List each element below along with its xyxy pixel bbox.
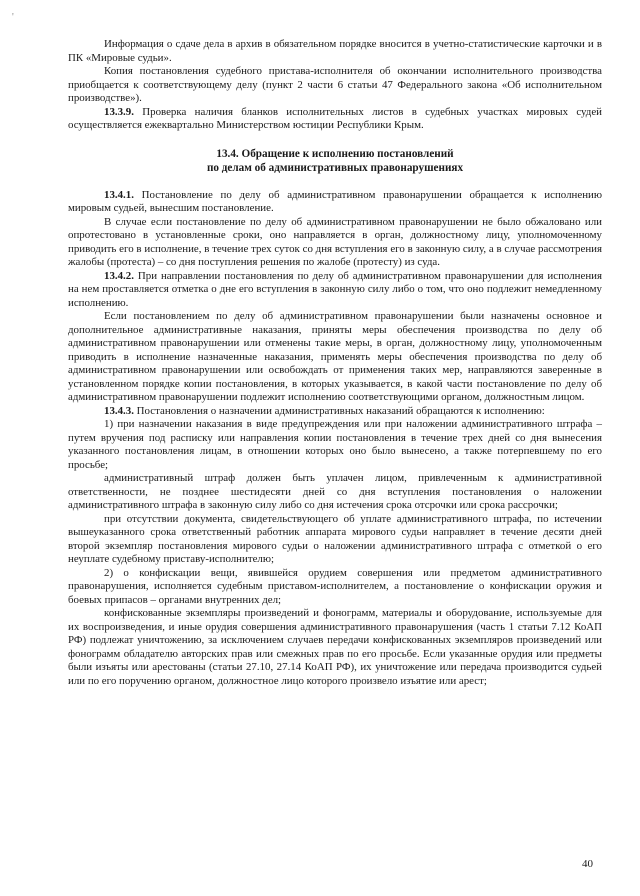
paragraph (68, 270, 602, 311)
paragraph-text: Копия постановления судебного пристава-исполнителя об окончании исполнительного производства приобщается к соответствующему делу (пункт 2 части 6 статьи 47 Федерального закона «Об исполнительном производстве»). (68, 65, 602, 104)
document-page (68, 38, 602, 688)
paragraph-text: Постановление по делу об административном правонарушении обращается к исполнению мировым судьей, вынесшим постановление. (68, 188, 602, 214)
paragraph (68, 513, 602, 567)
clause-number: 13.4.3. (104, 404, 134, 417)
scan-mark: ' (12, 12, 14, 23)
paragraph-text: 2) о конфискации вещи, явившейся орудием совершения или предметом административного правонарушения, исполняется судебным приставом-исполнителем, а постановление о конфискации оружия и боевых припасов – органами внутренних дел; (68, 566, 602, 606)
paragraph (68, 310, 602, 405)
section-heading-line-2: по делам об административных правонарушениях (206, 161, 464, 174)
paragraph-text: Информация о сдаче дела в архив в обязательном порядке вносится в учетно-статистические карточки и в ПК «Мировые судьи». (68, 38, 602, 64)
paragraph-text: Проверка наличия бланков исполнительных листов в судебных участках мировых судей осуществляется ежеквартально Министерством юстиции Республики Крым. (68, 105, 602, 131)
paragraph (68, 472, 602, 513)
paragraph-text: В случае если постановление по делу об административном правонарушении не было обжаловано или опротестовано в установленные сроки, оно направляется в орган, должностному лицу, уполномоченному приводить его в исполнение, в течение трех суток со дня вступления его в законную силу, а в случае рассмотрения жалобы (протеста) – со дня поступления решения по жалобе (протесту) из суда. (68, 215, 602, 268)
paragraph (68, 189, 602, 216)
clause-number: 13.3.9. (104, 105, 134, 118)
paragraph-text: при отсутствии документа, свидетельствующего об уплате административного штрафа, по истечении вышеуказанного срока ответственный работник аппарата мирового судьи направляет в течение десяти дней второй экземпляр постановления мирового судьи о наложении административного штрафа с отметкой о его неуплате судебному приставу-исполнителю; (68, 512, 602, 565)
paragraph-text: Постановления о назначении административных наказаний обращаются к исполнению: (133, 404, 545, 417)
paragraph (68, 106, 602, 133)
paragraph (68, 65, 602, 106)
clause-number: 13.4.2. (104, 269, 134, 282)
clause-number: 13.4.1. (104, 188, 134, 201)
paragraph-text: административный штраф должен быть уплачен лицом, привлеченным к административной ответственности, не позднее шестидесяти дней со дня вступления постановления о наложении административного штрафа в законную силу либо со дня истечения срока отсрочки или срока рассрочки; (68, 472, 602, 511)
paragraph (68, 567, 602, 608)
paragraph (68, 38, 602, 65)
section-heading (68, 147, 602, 175)
paragraph-text: конфискованные экземпляры произведений и фонограмм, материалы и оборудование, используемые для их воспроизведения, и иные орудия совершения административного правонарушения (часть 1 статьи 7.12 КоАП РФ) подлежат уничтожению, за исключением случаев передачи конфискованных экземпляров произведений или фонограмм обладателю авторских прав или смежных прав по его просьбе. Если указанные орудия или предметы были изъяты или арестованы (статьи 27.10, 27.14 КоАП РФ), их уничтожение или передача производится судьей или по его поручению органом, должностное лицо которого произвело изъятие или арест; (68, 607, 602, 687)
paragraph-text: 1) при назначении наказания в виде предупреждения или при наложении административного штрафа – путем вручения под расписку или направления копии постановления в течение трех дней со дня вынесения указанного постановления лицам, в отношении которых оно было вынесено, а также потерпевшему по его просьбе; (68, 418, 602, 471)
section-heading-line-1: 13.4. Обращение к исполнению постановлений (216, 147, 454, 160)
main-paragraphs (68, 189, 602, 689)
paragraph (68, 405, 602, 419)
paragraph (68, 607, 602, 688)
paragraph-text: При направлении постановления по делу об административном правонарушении для исполнения на нем проставляется отметка о дне его вступления в законную силу либо о том, что оно подлежит немедленному исполнению. (68, 269, 602, 309)
paragraph (68, 418, 602, 472)
paragraph (68, 216, 602, 270)
paragraph-text: Если постановлением по делу об административном правонарушении были назначены основное и дополнительное административные наказания, приняты меры обеспечения производства по делу об административном правонарушении или отменены такие меры, в орган, должностному лицу, уполномоченным приводить в исполнение назначенные наказания, применять меры обеспечения производства по делу об административном правонарушении или освобождать от применения таких мер, направляются заверенные в установленном порядке копии постановления, в которых указывается, в какой части постановление по делу об административном правонарушении подлежит исполнению соответствующими органом, должностным лицом. (68, 310, 602, 403)
top-paragraphs (68, 38, 602, 133)
page-number: 40 (582, 858, 593, 870)
